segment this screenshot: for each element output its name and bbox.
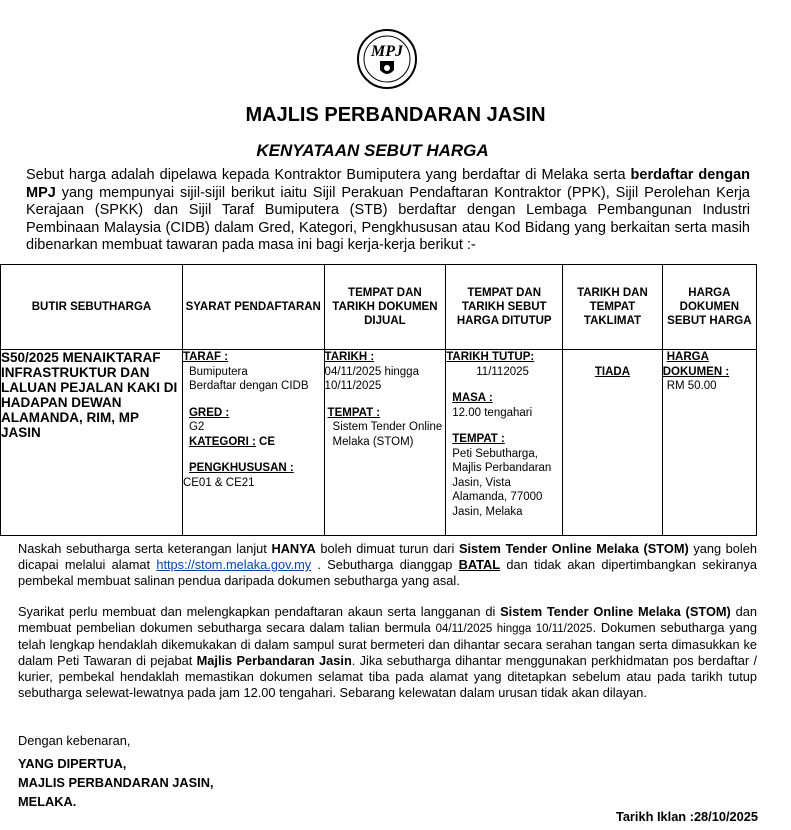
header-harga: HARGA DOKUMEN SEBUT HARGA (662, 265, 756, 350)
table-header-row (1, 265, 757, 350)
quotation-table (0, 264, 757, 536)
table-row (1, 350, 757, 536)
closing-greeting: Dengan kebenaran, (18, 733, 131, 748)
logo-letters: MPJ (371, 43, 403, 60)
cell-syarat: TARAF : Bumiputera Berdaftar dengan CIDB GRED : G2 KATEGORI : CE PENGKHUSUSAN : CE01 & CE21 (182, 350, 324, 536)
download-paragraph: Naskah sebutharga serta keterangan lanjut HANYA boleh dimuat turun dari Sistem Tender Online Melaka (STOM) yang boleh dicapai melalui alamat https://stom.melaka.gov.my . Sebutharga dianggap BATAL dan tidak akan dipertimbangkan sekiranya pembekal membuat salinan pendua daripada dokumen sebutharga yang asal. (18, 541, 757, 588)
header-taklimat: TARIKH DAN TEMPAT TAKLIMAT (563, 265, 663, 350)
header-butir: BUTIR SEBUTHARGA (1, 265, 183, 350)
cell-dokumen-dijual: TARIKH : 04/11/2025 hingga 10/11/2025 TEMPAT : Sistem Tender Online Melaka (STOM) (324, 350, 446, 536)
page-title: MAJLIS PERBANDARAN JASIN (245, 104, 546, 126)
header-dokumen-dijual: TEMPAT DAN TARIKH DOKUMEN DIJUAL (324, 265, 446, 350)
intro-paragraph: Sebut harga adalah dipelawa kepada Kontraktor Bumiputera yang berdaftar di Melaka serta berdaftar dengan MPJ yang mempunyai sijil-sijil berikut iaitu Sijil Perakuan Pendaftaran Kontraktor (PPK), Sijil Perolehan Kerja Kerajaan (SPKK) dan Sijil Taraf Bumiputera (STB) berdaftar dengan Lembaga Pembangunan Industri Pembinaan Malaysia (CIDB) dalam Gred, Kategori, Pengkhususan atau Kod Bidang yang berkaitan serta masih dibenarkan membuat tawaran pada masa ini bagi kerja-kerja berikut :- (26, 167, 750, 254)
header-syarat: SYARAT PENDAFTARAN (182, 265, 324, 350)
stom-link[interactable]: https://stom.melaka.gov.my (156, 557, 312, 572)
header-ditutup: TEMPAT DAN TARIKH SEBUT HARGA DITUTUP (446, 265, 563, 350)
advertisement-date: Tarikh Iklan :28/10/2025 (615, 809, 758, 824)
cell-taklimat: TIADA (563, 350, 663, 536)
signature-block: YANG DIPERTUA, MAJLIS PERBANDARAN JASIN, MELAKA. (18, 756, 214, 809)
mpj-logo (356, 28, 418, 90)
cell-harga: HARGA DOKUMEN : RM 50.00 (662, 350, 756, 536)
cell-butir: S50/2025 MENAIKTARAF INFRASTRUKTUR DAN LALUAN PEJALAN KAKI DI HADAPAN DEWAN ALAMANDA, RIM, MP JASIN (1, 350, 183, 536)
registration-paragraph: Syarikat perlu membuat dan melengkapkan pendaftaran akaun serta langganan di Sistem Tender Online Melaka (STOM) dan membuat pembelian dokumen sebutharga secara dalam talian bermula 04/11/2025 hingga 10/11/2025. Dokumen sebutharga yang telah lengkap hendaklah dikemukakan di dalam sampul surat bermeteri dan dihantar secara serahan tangan serta dimasukkan ke dalam Peti Tawaran di pejabat Majlis Perbandaran Jasin. Jika sebutharga dihantar menggunakan perkhidmatan pos berdaftar / kurier, pembekal hendaklah memastikan dokumen selamat tiba pada alamat yang ditetapkan sebelum atau pada tarikh tutup sebutharga selewat-lewatnya pada jam 12.00 tengahari. Sebarang kelewatan dalam urusan tidak akan dilayan. (18, 604, 758, 700)
cell-ditutup: TARIKH TUTUP: 11/112025 MASA : 12.00 tengahari TEMPAT : Peti Sebutharga, Majlis Perbandaran Jasin, Vista Alamanda, 77000 Jasin, Melaka (446, 350, 563, 536)
page-subtitle: KENYATAAN SEBUT HARGA (256, 141, 489, 160)
